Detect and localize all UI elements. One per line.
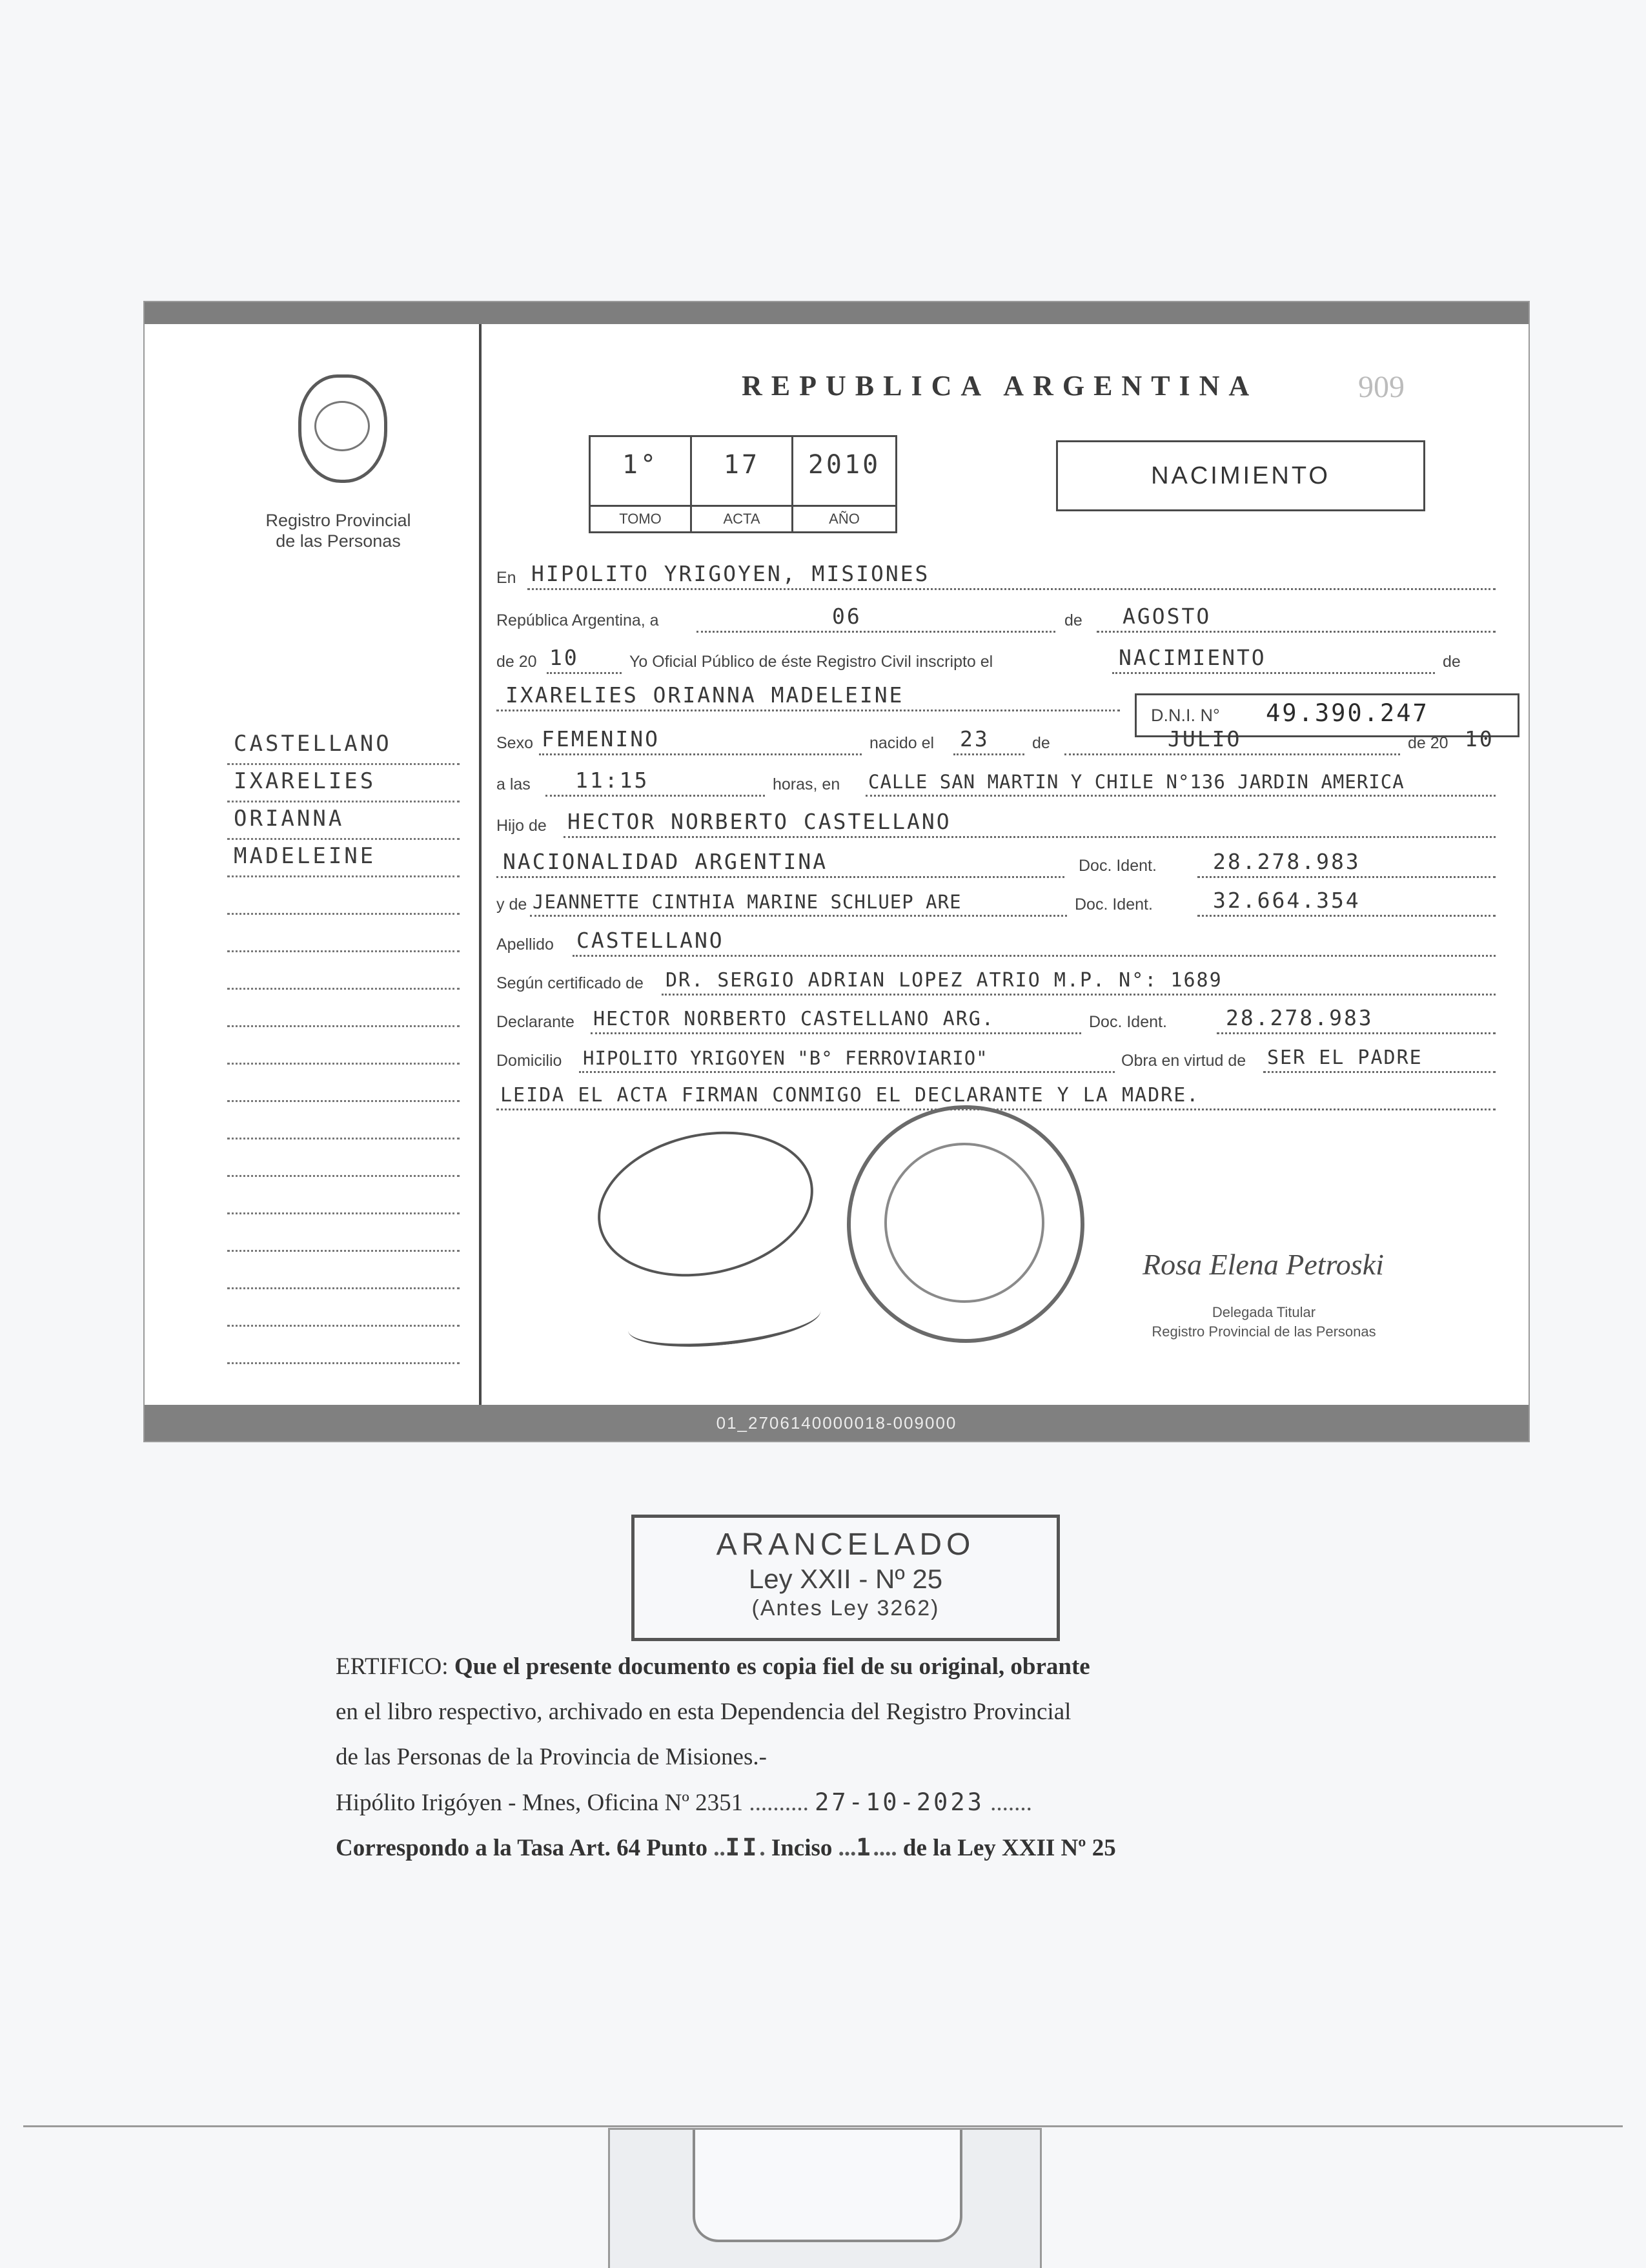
page-edge-line	[23, 2125, 1623, 2127]
emblem-inner	[314, 401, 370, 451]
mother-doc-value: 32.664.354	[1213, 888, 1361, 913]
born-label: nacido el	[869, 734, 935, 752]
row-surname	[496, 922, 1503, 957]
margin-line	[227, 1325, 460, 1327]
seal-inner	[884, 1143, 1044, 1303]
copy-footer-code: 01_2706140000018-009000	[145, 1405, 1529, 1441]
address-value: HIPOLITO YRIGOYEN "B° FERROVIARIO"	[583, 1047, 988, 1069]
sex-value: FEMENINO	[542, 726, 660, 751]
dotted-line	[1217, 1032, 1496, 1034]
tomo-label: TOMO	[591, 505, 690, 531]
serial-number: 909	[1358, 370, 1405, 404]
margin-line	[227, 1100, 460, 1102]
born-year-label: de 20	[1408, 734, 1448, 752]
dotted-line	[696, 631, 1055, 633]
registry-name-line1: Registro Provincial	[265, 511, 411, 530]
row-certificate	[496, 961, 1503, 996]
inscribed-value: NACIMIENTO	[1119, 645, 1266, 670]
margin-line	[227, 913, 460, 915]
row-address	[496, 1038, 1503, 1073]
margin-line	[227, 1362, 460, 1364]
official-signature: Rosa Elena Petroski	[1143, 1248, 1384, 1281]
row-sex-birth	[496, 720, 1503, 755]
certificate-label: Según certificado de	[496, 974, 644, 992]
official-title-line1: Delegada Titular	[1212, 1304, 1316, 1320]
tomo-cell	[591, 437, 692, 531]
ano-label: AÑO	[793, 505, 895, 531]
of-label-2: de	[1443, 653, 1461, 671]
certification-line-5: Correspondo a la Tasa Art. 64 Punto ..II. Inciso ...1.... de la Ley XXII Nº 25	[336, 1834, 1116, 1861]
margin-name-second: ORIANNA	[234, 806, 345, 832]
tax-text: Correspondo a la Tasa Art. 64 Punto	[336, 1835, 707, 1861]
of-label: de	[1064, 611, 1082, 629]
born-of-label: de	[1032, 734, 1050, 752]
address-label: Domicilio	[496, 1052, 562, 1070]
acta-value: 17	[723, 450, 760, 480]
signature-scribble-left	[584, 1112, 827, 1296]
margin-line	[227, 950, 460, 952]
at-label: a las	[496, 775, 531, 793]
margin-line	[227, 1250, 460, 1252]
margin-line	[227, 1212, 460, 1214]
ano-cell	[793, 437, 895, 531]
acta-label: ACTA	[692, 505, 791, 531]
declarant-label: Declarante	[496, 1013, 574, 1031]
dotted-line	[496, 710, 1120, 711]
dotted-line	[527, 588, 1496, 590]
time-value: 11:15	[575, 768, 649, 793]
place-value: HIPOLITO YRIGOYEN, MISIONES	[531, 561, 930, 586]
month-value: AGOSTO	[1123, 604, 1212, 629]
dotted-line	[545, 795, 765, 797]
dni-value: 49.390.247	[1266, 699, 1429, 727]
doc-label-3: Doc. Ident.	[1089, 1013, 1167, 1031]
dotted-line	[1064, 753, 1400, 755]
tax-inciso-label: Inciso	[771, 1835, 833, 1861]
margin-name-first: IXARELIES	[234, 768, 376, 794]
dotted-line	[579, 1071, 1115, 1073]
doc-label-2: Doc. Ident.	[1075, 895, 1153, 914]
born-day-value: 23	[960, 726, 990, 751]
year-suffix-value: 10	[549, 645, 579, 670]
official-title-line2: Registro Provincial de las Personas	[1152, 1323, 1376, 1340]
dotted-line	[564, 836, 1496, 838]
father-value: HECTOR NORBERTO CASTELLANO	[567, 809, 951, 834]
margin-line	[227, 1175, 460, 1177]
margin-name-surname: CASTELLANO	[234, 731, 392, 757]
day-value: 06	[832, 604, 862, 629]
child-of-label: Hijo de	[496, 817, 547, 835]
registry-name	[241, 510, 435, 551]
official-title	[1096, 1303, 1432, 1342]
office-text: Hipólito Irigóyen - Mnes, Oficina Nº 2351	[336, 1790, 744, 1816]
certification-line1-text: Que el presente documento es copia fiel de su original, obrante	[454, 1653, 1090, 1680]
dotted-line	[1263, 1071, 1496, 1073]
margin-line	[227, 1063, 460, 1065]
province-emblem-icon	[298, 374, 387, 483]
certification-line-4: Hipólito Irigóyen - Mnes, Oficina Nº 2351 .......... 27-10-2023 .......	[336, 1788, 1032, 1816]
sex-label: Sexo	[496, 734, 533, 752]
margin-line	[227, 838, 460, 840]
dotted-line	[547, 672, 622, 674]
margin-line	[227, 1025, 460, 1027]
registry-name-line2: de las Personas	[276, 531, 401, 551]
dotted-line	[662, 994, 1496, 996]
ano-value: 2010	[808, 450, 881, 480]
dotted-line	[953, 753, 1024, 755]
copy-top-band	[145, 302, 1529, 324]
row-father	[496, 803, 1503, 838]
place-label: En	[496, 569, 516, 587]
margin-line	[227, 875, 460, 877]
folder-tab	[608, 2128, 1042, 2268]
margin-line	[227, 801, 460, 802]
dotted-line	[1197, 876, 1496, 878]
mother-value: JEANNETTE CINTHIA MARINE SCHLUEP ARE	[533, 891, 962, 913]
and-of-label: y de	[496, 895, 527, 914]
row-declarant	[496, 999, 1503, 1034]
official-seal-icon	[847, 1105, 1084, 1343]
republic-label: República Argentina, a	[496, 611, 659, 629]
certification-lead: ERTIFICO:	[336, 1653, 449, 1680]
certificate-value: DR. SERGIO ADRIAN LOPEZ ATRIO M.P. N°: 1689	[666, 969, 1223, 992]
certification-line-3: de las Personas de la Provincia de Misiones.-	[336, 1744, 767, 1770]
certification-line-1	[336, 1653, 1090, 1681]
dotted-line	[591, 1032, 1081, 1034]
name-value: IXARELIES ORIANNA MADELEINE	[505, 682, 904, 708]
row-father-nationality	[496, 843, 1503, 878]
acting-label: Obra en virtud de	[1121, 1052, 1246, 1070]
dotted-line	[530, 915, 1067, 917]
row-date	[496, 598, 1503, 633]
country-heading: REPUBLICA ARGENTINA	[742, 370, 1259, 402]
dotted-line	[539, 753, 862, 755]
tax-inciso-value: 1	[856, 1834, 873, 1861]
acta-cell	[692, 437, 793, 531]
tax-law-text: de la Ley XXII Nº 25	[902, 1835, 1116, 1861]
acting-value: SER EL PADRE	[1267, 1047, 1423, 1069]
surname-label: Apellido	[496, 935, 554, 954]
row-closing	[496, 1076, 1503, 1110]
margin-line	[227, 1287, 460, 1289]
declarant-value: HECTOR NORBERTO CASTELLANO ARG.	[593, 1008, 995, 1030]
certification-line-2: en el libro respectivo, archivado en esta Dependencia del Registro Provincial	[336, 1699, 1072, 1725]
dotted-line	[866, 795, 1496, 797]
folder-tab-slot	[693, 2130, 962, 2242]
dni-label: D.N.I. N°	[1151, 706, 1220, 725]
certification-date: 27-10-2023	[815, 1788, 984, 1816]
father-doc-value: 28.278.983	[1213, 849, 1361, 874]
left-column	[145, 324, 482, 1405]
dotted-line	[573, 955, 1496, 957]
born-month-value: JULIO	[1168, 726, 1242, 751]
signature-scribble-declarant	[625, 1287, 823, 1355]
fee-stamp-law: Ley XXII - Nº 25	[748, 1564, 943, 1594]
surname-value: CASTELLANO	[576, 928, 724, 953]
record-number-box	[589, 435, 897, 533]
born-year-value: 10	[1465, 726, 1494, 751]
officer-text: Yo Oficial Público de éste Registro Civil inscripto el	[629, 653, 993, 671]
row-time-place	[496, 762, 1503, 797]
margin-line	[227, 1138, 460, 1139]
birth-place-value: CALLE SAN MARTIN Y CHILE N°136 JARDIN AMERICA	[868, 771, 1405, 793]
tax-punto-value: II	[725, 1834, 760, 1861]
row-inscription	[496, 639, 1503, 674]
declarant-doc-value: 28.278.983	[1226, 1005, 1374, 1030]
act-type-box: NACIMIENTO	[1056, 440, 1425, 511]
hours-label: horas, en	[773, 775, 840, 793]
dotted-line	[1097, 631, 1496, 633]
dotted-line	[1112, 672, 1435, 674]
father-nationality-value: NACIONALIDAD ARGENTINA	[503, 849, 828, 874]
margin-line	[227, 988, 460, 990]
tomo-value: 1°	[622, 450, 659, 480]
fee-stamp-title: ARANCELADO	[716, 1527, 975, 1562]
row-mother	[496, 882, 1503, 917]
dotted-line	[496, 876, 1064, 878]
doc-label: Doc. Ident.	[1079, 857, 1157, 875]
row-place	[496, 555, 1503, 590]
birth-certificate-copy	[143, 301, 1530, 1442]
margin-name-third: MADELEINE	[234, 843, 376, 869]
year-prefix-label: de 20	[496, 653, 537, 671]
margin-line	[227, 763, 460, 765]
fee-stamp	[631, 1515, 1060, 1641]
fee-stamp-previous-law: (Antes Ley 3262)	[751, 1596, 940, 1620]
dotted-line	[1197, 915, 1496, 917]
closing-value: LEIDA EL ACTA FIRMAN CONMIGO EL DECLARANTE Y LA MADRE.	[500, 1084, 1200, 1107]
